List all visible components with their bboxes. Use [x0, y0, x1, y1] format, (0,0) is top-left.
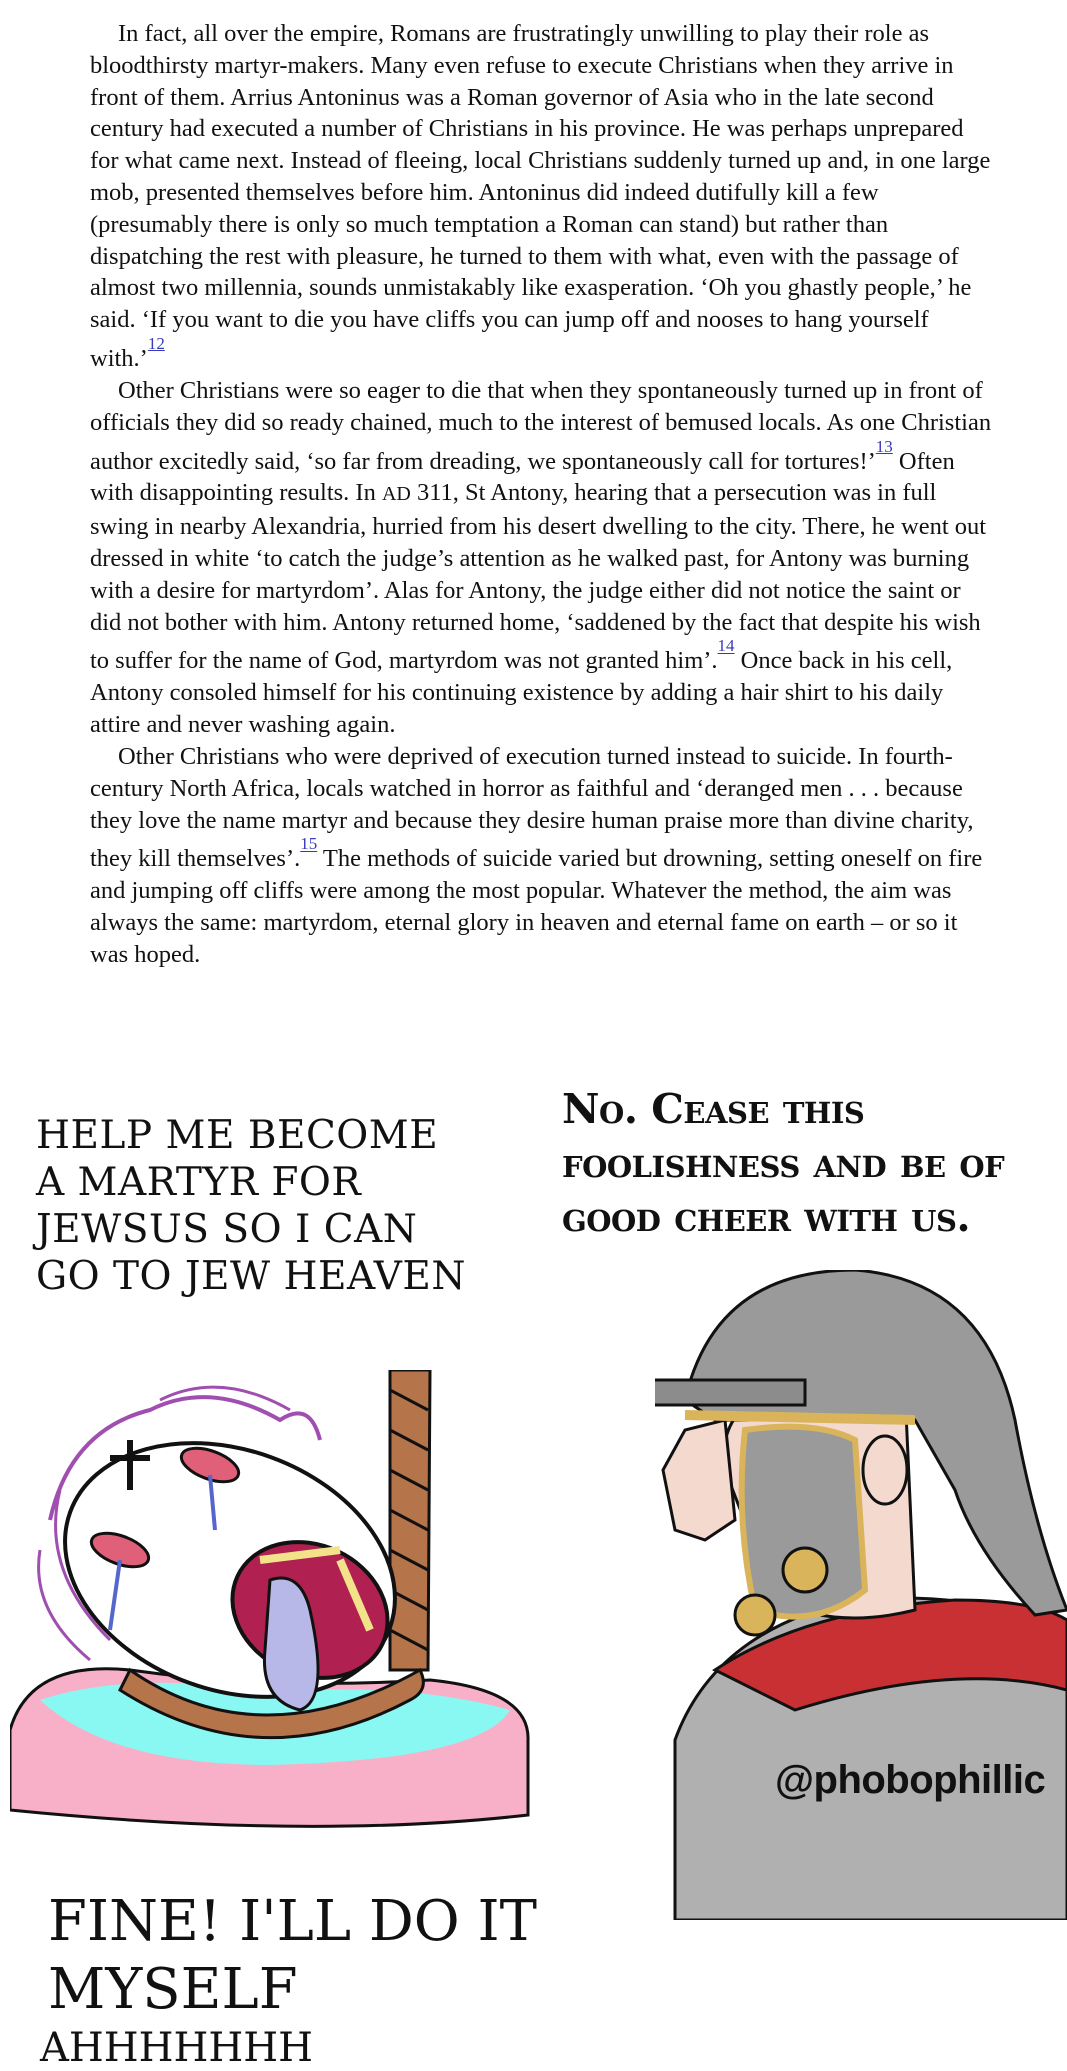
roman-soldier-icon [655, 1270, 1067, 1920]
paragraph-2 [90, 375, 995, 741]
roman-caption: No. Cease this foolishness and be of good cheer with us. [562, 1085, 1005, 1241]
era-abbreviation: AD [381, 483, 411, 506]
footnote-14-link[interactable]: 14 [717, 636, 735, 656]
watermark-text: @phobophillic [775, 1758, 1046, 1802]
bottom-caption: FINE! I'LL DO IT MYSELF [48, 1889, 537, 2022]
paragraph-2-text-b: Often with disappointing results. In [90, 447, 955, 507]
paragraph-3-text-a: Other Christians who were deprived of execution turned instead to suicide. In fourth-century North Africa, locals watched in horror as faithful and ‘deranged men . . . because they love the name martyr and because they desire human praise more than divine charity, they kill themselves’. [90, 743, 974, 873]
paragraph-1 [90, 18, 995, 375]
paragraph-1-text: In fact, all over the empire, Romans are frustratingly unwilling to play their role as bloodthirsty martyr-makers. Many even refuse to execute Christians when they arrive in front of them. Arrius Antoninus was a Roman governor of Asia who in the late second century had executed a number of Christians in his province. He was perhaps unprepared for what came next. Instead of fleeing, local Christians suddenly turned up and, in one large mob, presented themselves before him. Antoninus did indeed dutifully kill a few (presumably there is only so much temptation a Roman can stand) but rather than dispatching the rest with pleasure, he turned to them with what, even with the passage of almost two millennia, sounds unmistakably like exasperation. ‘Oh you ghastly people,’ he said. ‘If you want to die you have cliffs you can jump off and nooses to hang yourself with.’ [90, 20, 991, 373]
footnote-13-link[interactable]: 13 [875, 436, 893, 456]
crying-wojak-noose-icon [10, 1370, 530, 1850]
paragraph-3 [90, 741, 995, 971]
paragraph-3-text-b: The methods of suicide varied but drowning, setting oneself on fire and jumping off cliffs were among the most popular. Whatever the method, the aim was always the same: martyrdom, eternal glory in heaven and eternal fame on earth – or so it was hoped. [90, 845, 983, 968]
wojak-caption: HELP ME BECOME A MARTYR FOR JEWSUS SO I CAN GO TO JEW HEAVEN [36, 1113, 466, 1299]
paragraph-2-text-a: Other Christians were so eager to die that when they spontaneously turned up in front of officials they did so ready chained, much to the interest of bemused locals. As one Christian author excitedly said, ‘so far from dreading, we spontaneously call for tortures!’ [90, 376, 992, 475]
book-excerpt [90, 18, 995, 971]
paragraph-2-text-d: Once back in his cell, Antony consoled himself for his continuing existence by adding a hair shirt to his daily attire and never washing again. [90, 647, 953, 739]
trailing-text: AHHHHHHH [40, 2025, 314, 2071]
footnote-12-link[interactable]: 12 [147, 334, 165, 354]
footnote-15-link[interactable]: 15 [300, 834, 318, 854]
paragraph-2-text-c: 311, St Antony, hearing that a persecution was in full swing in nearby Alexandria, hurried from his desert dwelling to the city. There, he went out dressed in white ‘to catch the judge’s attention as he walked past, for Antony was burning with a desire for martyrdom’. Alas for Antony, the judge either did not notice the saint or did not bother with him. Antony returned home, ‘saddened by the fact that despite his wish to suffer for the name of God, martyrdom was not granted him’. [90, 479, 987, 675]
